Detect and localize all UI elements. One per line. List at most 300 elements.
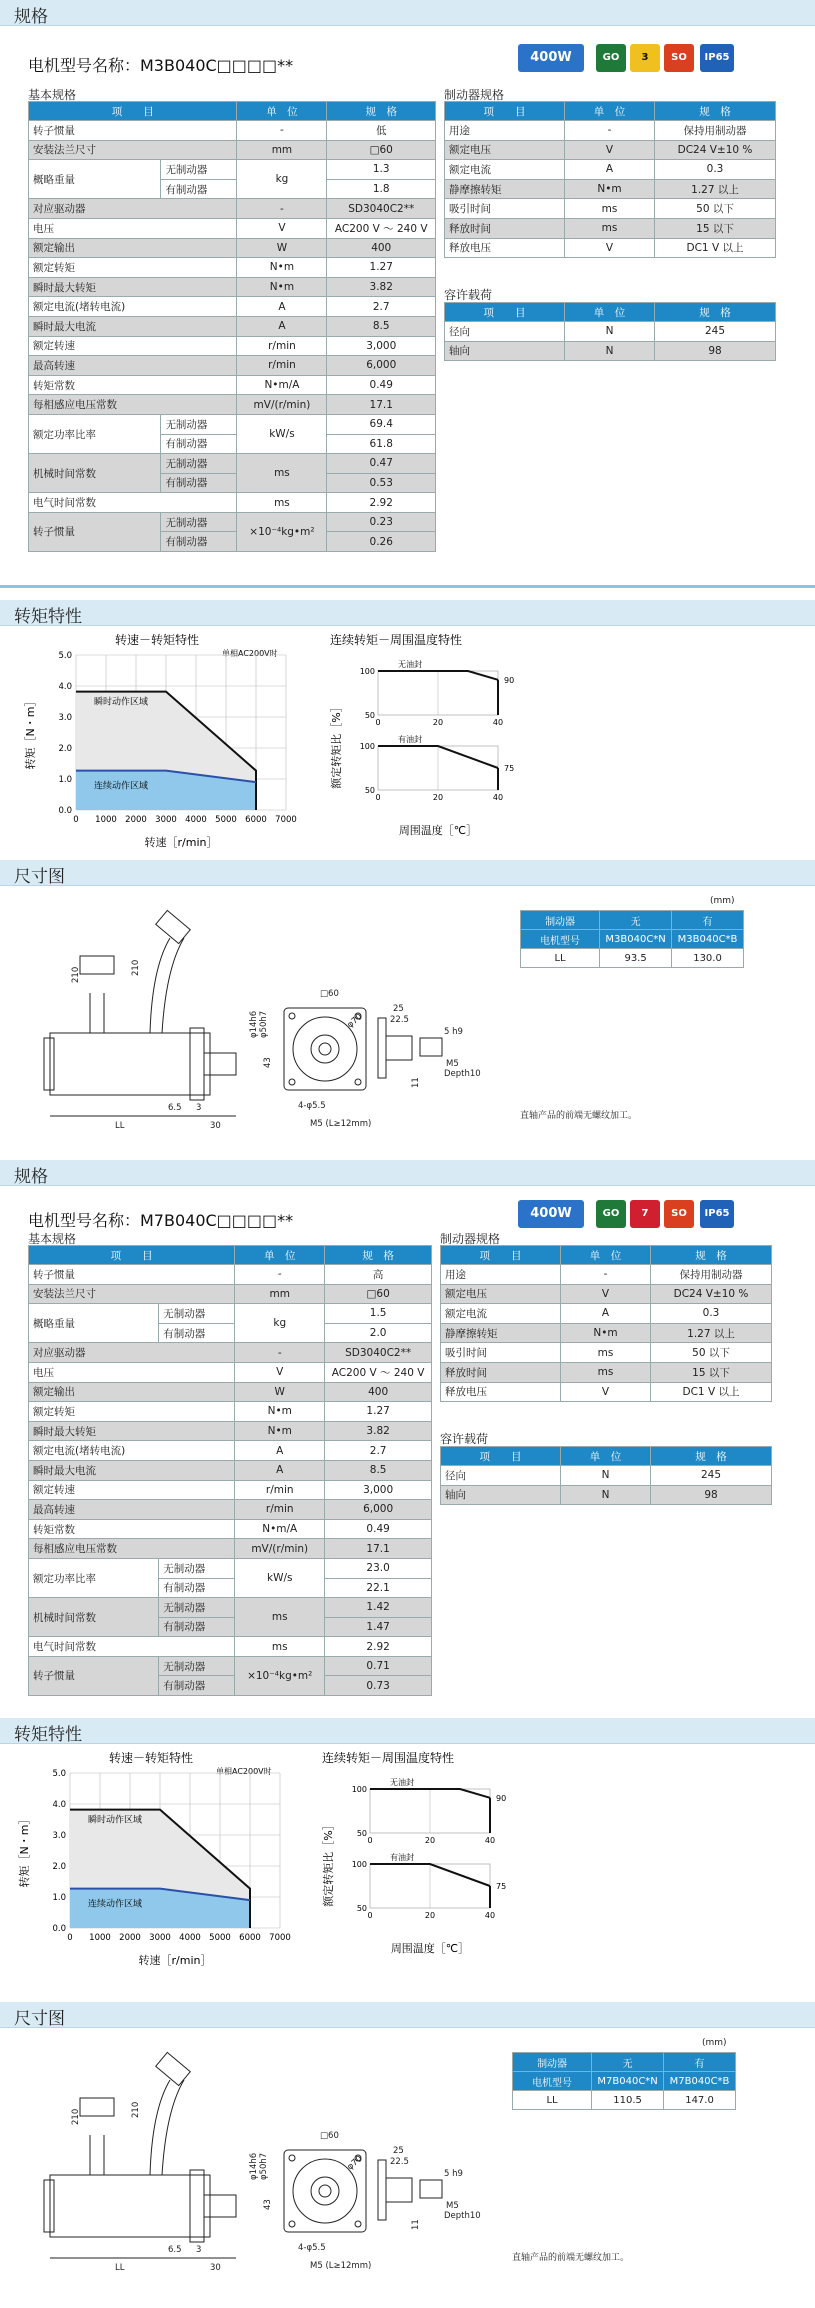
chart-title: 转速－转矩特性 [115,633,200,647]
row-item: 每相感应电压常数 [29,395,237,415]
row-spec: SD3040C2** [325,1343,432,1363]
x-tick: 0 [67,1933,73,1943]
dimension-drawing [20,888,520,1148]
row-sub: 无制动器 [161,414,237,434]
table-row [29,1343,432,1363]
x-tick: 3000 [155,815,177,825]
y-tick: 50 [364,786,375,795]
row-item: 电压 [29,1362,235,1382]
y-tick: 50 [364,711,375,720]
y-tick: 2.0 [52,1862,66,1872]
row-spec: 1.3 [327,160,436,180]
mount-hole [289,2155,295,2161]
dim-label-d210: 210 [131,2101,141,2118]
dim-unit: (mm) [710,896,735,906]
dim-unit: (mm) [702,2038,727,2048]
row-spec: 2.92 [327,493,436,513]
dim-label-d30: 30 [210,2263,221,2273]
inertia-badge: 3 [630,44,660,72]
shaft-end [319,2185,331,2197]
cable-2 [150,2080,184,2175]
model-name: 电机型号名称：M7B040C□□□□** [28,1211,294,1230]
table-row [441,1382,772,1402]
x-tick: 40 [484,1911,496,1920]
x-tick: 3000 [149,1933,171,1943]
row-spec: 0.3 [655,160,776,180]
dim-cell: M3B040C*B [672,930,744,949]
table-row [29,1362,432,1382]
col-unit: 单 位 [237,102,327,121]
row-unit: V [237,218,327,238]
row-unit: ×10⁻⁴kg•m² [237,512,327,551]
row-unit: r/min [235,1500,325,1520]
continuous-label: 连续动作区域 [94,781,149,792]
row-unit: - [237,121,327,141]
row-sub: 无制动器 [159,1656,235,1676]
row-spec: 2.92 [325,1637,432,1657]
x-axis-label: 周围温度［℃］ [398,824,478,837]
row-item: 额定电流 [445,160,565,180]
dim-label-holes: 4-φ5.5 [298,2243,326,2253]
col-unit: 单 位 [565,102,655,121]
row-unit: W [235,1382,325,1402]
dim-label-d210: 210 [71,966,81,983]
dim-row [513,2053,736,2072]
dim-table [520,910,744,968]
dim-label-d25: 25 [393,1004,404,1014]
x-tick: 40 [492,718,504,727]
dim-label-d3: 3 [196,1103,202,1113]
mount-hole [289,1079,295,1085]
row-spec: 6,000 [327,356,436,376]
dim-cell: M7B040C*B [664,2072,736,2091]
dim-label-depth: Depth10 [444,2211,481,2221]
table-row [29,356,436,376]
y-tick: 50 [356,1829,367,1838]
row-unit: V [565,238,655,258]
row-unit: W [237,238,327,258]
ip-badge: IP65 [700,44,734,72]
dim-label-m5b: M5 (L≥12mm) [310,1119,372,1129]
ip-badge: IP65 [700,1200,734,1228]
row-spec: 3,000 [325,1480,432,1500]
row-unit: mm [237,140,327,160]
row-unit: kW/s [235,1558,325,1597]
row-unit: N [561,1485,651,1505]
table-row [29,316,436,336]
row-item: 概略重量 [29,160,161,199]
dim-label-d50: φ50h7 [259,1010,269,1038]
row-item: 吸引时间 [441,1343,561,1363]
dim-label-d225: 22.5 [390,2157,409,2167]
table-row [29,277,436,297]
temp-torque-chart [312,1748,532,1988]
row-item: 径向 [441,1466,561,1486]
y-axis-label: 额定转矩比［%］ [330,701,343,789]
row-spec: 0.71 [325,1656,432,1676]
row-spec: 3,000 [327,336,436,356]
row-item: 对应驱动器 [29,1343,235,1363]
row-item: 吸引时间 [445,199,565,219]
table-row [29,1558,432,1578]
col-spec: 规 格 [327,102,436,121]
dim-cell: 制动器 [521,911,600,930]
motor-body [50,2175,210,2237]
dim-label-d11: 11 [411,1077,421,1088]
row-item: 转子惯量 [29,121,237,141]
row-unit: ms [565,218,655,238]
table-row [29,1421,432,1441]
row-spec: SD3040C2** [327,199,436,219]
spec-header: 规格 [14,1167,48,1187]
row-spec: 2.7 [327,297,436,317]
row-spec: 15 以下 [655,218,776,238]
dim-label-depth: Depth10 [444,1069,481,1079]
table-row [29,1441,432,1461]
y-tick: 5.0 [58,651,72,661]
row-item: 最高转速 [29,356,237,376]
table-row [29,1304,432,1324]
dim-cell: M3B040C*N [600,930,672,949]
shaft-detail-flange [378,1018,386,1078]
col-unit: 单 位 [235,1246,325,1265]
table-row [29,336,436,356]
col-spec: 规 格 [651,1447,772,1466]
basic-spec-title: 基本规格 [28,1232,77,1246]
row-item: 额定转速 [29,336,237,356]
table-row [29,238,436,258]
table-row [29,1637,432,1657]
basic-spec-title: 基本规格 [28,88,77,102]
row-spec: 0.3 [651,1304,772,1324]
cert-badge-1: GO [596,1200,626,1228]
x-tick: 20 [424,1836,436,1845]
row-item: 转子惯量 [29,512,161,551]
table-row [29,493,436,513]
cable-1 [90,993,104,1033]
table-row [29,414,436,434]
y-axis-label: 转矩［N・m］ [24,695,37,770]
row-unit: A [237,297,327,317]
y-tick: 100 [351,1860,367,1869]
row-item: 概略重量 [29,1304,159,1343]
row-item: 瞬时最大转矩 [29,277,237,297]
row-sub: 无制动器 [159,1304,235,1324]
table-row [441,1362,772,1382]
table-row [29,1265,432,1285]
row-spec: 3.82 [325,1421,432,1441]
x-tick: 5000 [209,1933,231,1943]
row-item: 静摩擦转矩 [441,1323,561,1343]
mount-hole [355,1079,361,1085]
table-header [441,1246,772,1265]
shaft-circle [311,2177,339,2205]
row-item: 额定电流(堵转电流) [29,297,237,317]
row-sub: 有制动器 [161,532,237,552]
row-spec: 1.27 [327,258,436,278]
table-row [29,199,436,219]
dim-label-m5: M5 [446,1059,459,1069]
brake-spec-table [440,1245,772,1402]
oil-seal-label: 有油封 [398,735,422,744]
dim-label-ll: LL [115,1121,125,1131]
row-unit: ms [235,1598,325,1637]
row-item: 对应驱动器 [29,199,237,219]
table-row [29,1539,432,1559]
x-axis-label: 转速［r/min］ [138,1954,212,1967]
end-value: 75 [504,764,515,773]
dim-cell: 147.0 [664,2091,736,2110]
row-unit: N•m [235,1421,325,1441]
row-item: 额定电流(堵转电流) [29,1441,235,1461]
x-tick: 2000 [125,815,147,825]
table-row [441,1323,772,1343]
table-header [445,102,776,121]
dim-label-ll: LL [115,2263,125,2273]
row-item: 额定输出 [29,1382,235,1402]
col-unit: 单 位 [561,1246,651,1265]
x-tick: 0 [73,815,79,825]
dim-cell: 93.5 [600,949,672,968]
table-row [29,1656,432,1676]
row-item: 机械时间常数 [29,1598,159,1637]
dim-label-d5h9: 5 h9 [444,2169,463,2179]
table-row [29,1402,432,1422]
y-tick: 1.0 [52,1893,66,1903]
row-unit: A [237,316,327,336]
row-item: 额定转速 [29,1480,235,1500]
row-item: 额定电压 [445,140,565,160]
row-spec: 高 [325,1265,432,1285]
row-item: 电气时间常数 [29,493,237,513]
row-item: 轴向 [445,341,565,361]
row-item: 转子惯量 [29,1265,235,1285]
row-spec: 17.1 [325,1539,432,1559]
row-item: 转子惯量 [29,1656,159,1695]
brake-spec-table [444,101,776,258]
table-row [441,1485,772,1505]
row-unit: ms [235,1637,325,1657]
col-item: 项 目 [445,102,565,121]
table-row [29,297,436,317]
dim-cell: 110.5 [592,2091,664,2110]
table-row [29,1598,432,1618]
y-tick: 0.0 [52,1924,66,1934]
dim-label-d14: φ14h6 [249,1010,259,1038]
row-unit: - [235,1343,325,1363]
mount-hole [355,2221,361,2227]
row-sub: 有制动器 [161,434,237,454]
y-tick: 0.0 [58,806,72,816]
spec-header: 规格 [14,7,48,27]
model-name: 电机型号名称：M3B040C□□□□** [28,56,294,75]
row-spec: 3.82 [327,277,436,297]
table-row [29,1519,432,1539]
dim-header: 尺寸图 [14,2009,65,2029]
x-tick: 0 [375,793,381,802]
table-row [29,375,436,395]
torque-header: 转矩特性 [14,607,82,627]
x-tick: 4000 [179,1933,201,1943]
dim-cell: 制动器 [513,2053,592,2072]
x-tick: 20 [432,793,444,802]
dim-label-d5h9: 5 h9 [444,1027,463,1037]
row-spec: 0.53 [327,473,436,493]
row-spec: 8.5 [325,1460,432,1480]
col-spec: 规 格 [655,102,776,121]
y-tick: 100 [351,1785,367,1794]
table-header [29,102,436,121]
table-row [29,218,436,238]
row-item: 电气时间常数 [29,1637,235,1657]
row-spec: DC24 V±10 % [651,1284,772,1304]
torque-header-band [0,1718,815,1744]
row-unit: r/min [237,336,327,356]
row-item: 额定转矩 [29,1402,235,1422]
row-spec: □60 [325,1284,432,1304]
row-spec: 98 [651,1485,772,1505]
torque-header-band [0,600,815,626]
row-unit: N•m/A [235,1519,325,1539]
cert-badge-1: GO [596,44,626,72]
cert-badge-3: SO [664,1200,694,1228]
x-tick: 0 [367,1911,373,1920]
temp-torque-chart [320,630,540,870]
y-tick: 1.0 [58,775,72,785]
row-unit: kW/s [237,414,327,453]
dim-label-d65: 6.5 [168,1103,182,1113]
x-tick: 7000 [269,1933,291,1943]
row-unit: ×10⁻⁴kg•m² [235,1656,325,1695]
row-unit: V [235,1362,325,1382]
shaft-detail-flange [378,2160,386,2220]
row-item: 瞬时最大转矩 [29,1421,235,1441]
row-sub: 无制动器 [159,1598,235,1618]
chart-title: 连续转矩－周围温度特性 [330,633,463,647]
chart-title: 连续转矩－周围温度特性 [322,1751,455,1765]
x-tick: 7000 [275,815,297,825]
y-tick: 100 [359,742,375,751]
row-spec: 低 [327,121,436,141]
table-row [445,322,776,342]
row-item: 每相感应电压常数 [29,1539,235,1559]
row-unit: N•m [565,179,655,199]
row-sub: 有制动器 [161,473,237,493]
dim-label-d43: 43 [263,1057,273,1068]
row-unit: N•m [237,258,327,278]
oil-seal-label: 有油封 [390,1853,414,1862]
row-spec: DC24 V±10 % [655,140,776,160]
connector-2 [156,910,191,943]
col-unit: 单 位 [565,303,655,322]
row-spec: 1.42 [325,1598,432,1618]
table-row [29,454,436,474]
row-spec: 98 [655,341,776,361]
row-item: 安装法兰尺寸 [29,1284,235,1304]
row-unit: ms [561,1362,651,1382]
col-spec: 规 格 [325,1246,432,1265]
oil-seal-label: 无油封 [390,1778,414,1787]
row-spec: □60 [327,140,436,160]
x-tick: 6000 [245,815,267,825]
dim-label-d3: 3 [196,2245,202,2255]
shaft-detail [386,2178,412,2202]
row-sub: 有制动器 [159,1676,235,1696]
row-spec: 0.73 [325,1676,432,1696]
col-item: 项 目 [441,1447,561,1466]
row-sub: 无制动器 [161,454,237,474]
x-tick: 20 [432,718,444,727]
row-unit: ms [237,493,327,513]
connector-1 [80,2098,114,2116]
x-tick: 1000 [95,815,117,825]
row-spec: 1.8 [327,179,436,199]
dim-label-d210: 210 [71,2108,81,2125]
instant-label: 瞬时动作区域 [88,1815,143,1826]
dim-cell: LL [513,2091,592,2110]
table-row [441,1343,772,1363]
load-table [444,302,776,361]
end-value: 75 [496,1882,507,1891]
row-item: 额定转矩 [29,258,237,278]
spec-header-band [0,1160,815,1186]
pilot-circle [293,2159,357,2223]
row-spec: 15 以下 [651,1362,772,1382]
x-tick: 2000 [119,1933,141,1943]
spec-header-band [0,0,815,26]
y-tick: 50 [356,1904,367,1913]
row-unit: A [561,1304,651,1324]
row-unit: ms [561,1343,651,1363]
dim-label-d30: 30 [210,1121,221,1131]
row-spec: 1.27 [325,1402,432,1422]
col-item: 项 目 [29,1246,235,1265]
dim-label-d14: φ14h6 [249,2152,259,2180]
table-row [29,395,436,415]
col-spec: 规 格 [651,1246,772,1265]
row-unit: kg [237,160,327,199]
row-sub: 无制动器 [161,160,237,180]
row-unit: mm [235,1284,325,1304]
row-unit: N•m/A [237,375,327,395]
dim-cell: LL [521,949,600,968]
dim-cell: 130.0 [672,949,744,968]
table-row [445,179,776,199]
chart-note: 单相AC200V时 [222,649,278,658]
shaft-end [319,1043,331,1055]
row-unit: - [235,1265,325,1285]
row-spec: 0.49 [325,1519,432,1539]
dim-row [521,911,744,930]
x-axis-label: 转速［r/min］ [144,836,218,849]
cable-2 [150,938,184,1033]
chart-note: 单相AC200V时 [216,1767,272,1776]
table-row [29,1480,432,1500]
dim-cell: 电机型号 [513,2072,592,2091]
table-row [441,1284,772,1304]
dim-label-d70: φ70 [345,2154,365,2173]
row-spec: 400 [325,1382,432,1402]
chart-title: 转速－转矩特性 [109,1751,194,1765]
row-spec: 0.23 [327,512,436,532]
dim-note: 直轴产品的前端无螺纹加工。 [520,1111,638,1121]
table-header [29,1246,432,1265]
row-unit: r/min [235,1480,325,1500]
y-axis-label: 额定转矩比［%］ [322,1819,335,1907]
row-unit: mV/(r/min) [235,1539,325,1559]
mount-hole [289,1013,295,1019]
table-row [441,1304,772,1324]
